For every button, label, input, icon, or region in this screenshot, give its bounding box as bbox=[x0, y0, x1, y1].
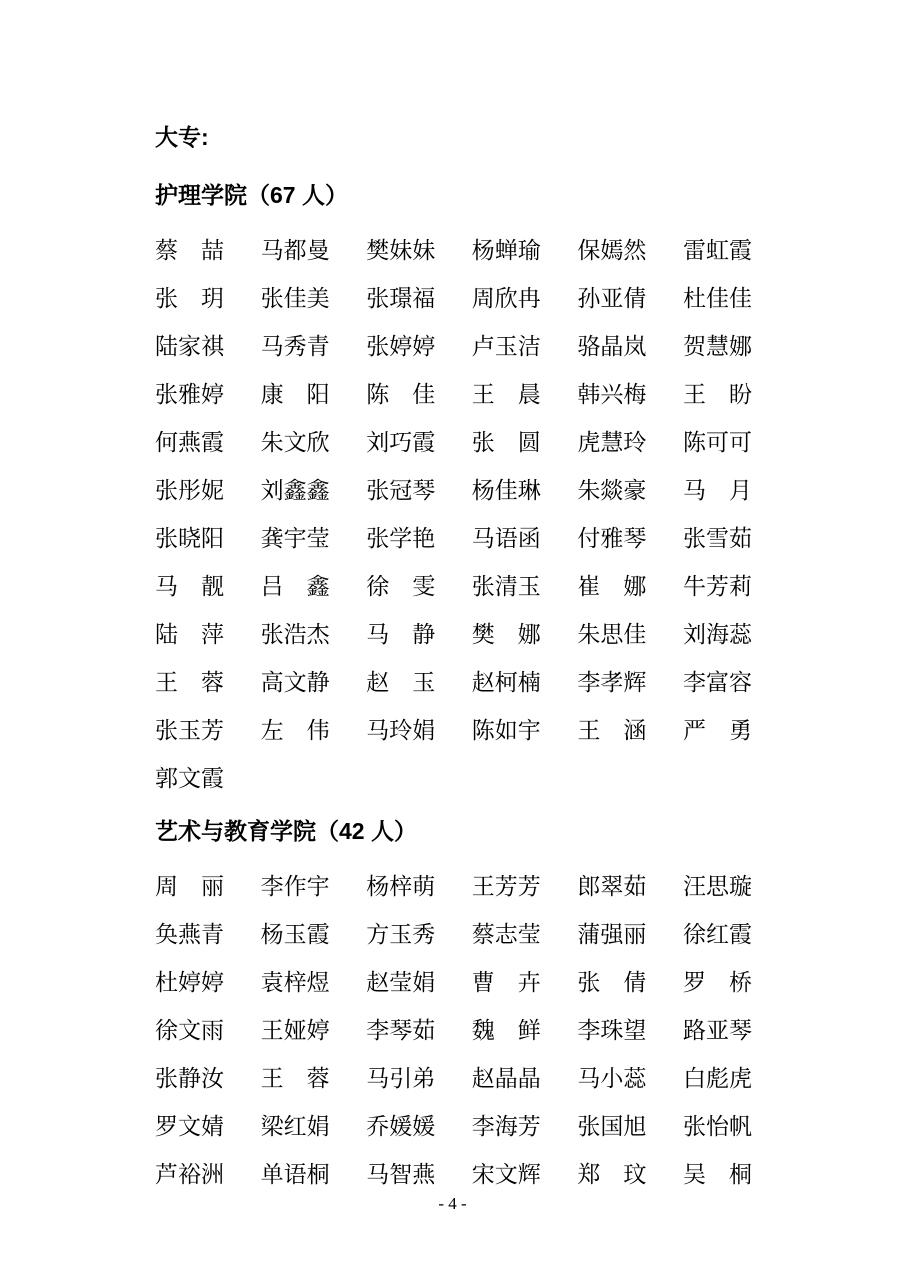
student-name: 马 静 bbox=[366, 621, 436, 647]
student-name: 刘鑫鑫 bbox=[260, 477, 330, 503]
student-name: 白彪虎 bbox=[682, 1065, 752, 1091]
student-name: 王芳芳 bbox=[471, 873, 541, 899]
student-name: 乔媛媛 bbox=[366, 1113, 436, 1139]
student-name: 李作宇 bbox=[260, 873, 330, 899]
student-name: 吕 鑫 bbox=[260, 573, 330, 599]
student-name: 张雅婷 bbox=[155, 381, 224, 407]
student-name: 刘海蕊 bbox=[682, 621, 752, 647]
student-name: 马都曼 bbox=[260, 237, 330, 263]
student-name: 路亚琴 bbox=[682, 1017, 752, 1043]
student-name: 付雅琴 bbox=[577, 525, 647, 551]
student-name: 郑 玟 bbox=[577, 1161, 647, 1187]
student-name: 王 晨 bbox=[471, 381, 541, 407]
student-name: 张雪茹 bbox=[682, 525, 752, 551]
student-name: 樊妹妹 bbox=[366, 237, 436, 263]
student-name: 陈可可 bbox=[682, 429, 752, 455]
student-name: 李富容 bbox=[682, 669, 752, 695]
name-row bbox=[155, 908, 752, 956]
student-name: 杜婷婷 bbox=[155, 969, 224, 995]
student-name: 马语函 bbox=[471, 525, 541, 551]
name-row bbox=[155, 272, 752, 320]
student-name: 蒲强丽 bbox=[577, 921, 647, 947]
student-name: 朱文欣 bbox=[260, 429, 330, 455]
student-name: 王 涵 bbox=[577, 717, 647, 743]
college-section bbox=[155, 816, 752, 1196]
student-name: 马智燕 bbox=[366, 1161, 436, 1187]
student-name: 张国旭 bbox=[577, 1113, 647, 1139]
student-name: 张 倩 bbox=[577, 969, 647, 995]
student-name: 雷虹霞 bbox=[682, 237, 752, 263]
student-name: 张玉芳 bbox=[155, 717, 224, 743]
student-name: 郭文霞 bbox=[155, 765, 224, 791]
student-name: 马小蕊 bbox=[577, 1065, 647, 1091]
student-name: 高文静 bbox=[260, 669, 330, 695]
student-name: 孙亚倩 bbox=[577, 285, 647, 311]
name-row bbox=[155, 1100, 752, 1148]
student-name: 马秀青 bbox=[260, 333, 330, 359]
student-name: 汪思璇 bbox=[682, 873, 752, 899]
student-name: 单语桐 bbox=[260, 1161, 330, 1187]
student-name: 王 蓉 bbox=[155, 669, 224, 695]
student-name: 吴 桐 bbox=[682, 1161, 752, 1187]
name-row bbox=[155, 860, 752, 908]
name-row bbox=[155, 1052, 752, 1100]
student-name: 陆家祺 bbox=[155, 333, 224, 359]
name-row bbox=[155, 368, 752, 416]
name-row bbox=[155, 560, 752, 608]
student-name: 张清玉 bbox=[471, 573, 541, 599]
student-name: 赵晶晶 bbox=[471, 1065, 541, 1091]
student-name: 朱燚豪 bbox=[577, 477, 647, 503]
name-row bbox=[155, 956, 752, 1004]
name-row bbox=[155, 224, 752, 272]
student-name: 李琴茹 bbox=[366, 1017, 436, 1043]
name-row bbox=[155, 512, 752, 560]
name-row bbox=[155, 704, 752, 752]
student-name: 蔡 喆 bbox=[155, 237, 224, 263]
student-name: 宋文辉 bbox=[471, 1161, 541, 1187]
sections bbox=[155, 180, 752, 1196]
student-name: 朱思佳 bbox=[577, 621, 647, 647]
student-name: 张静汝 bbox=[155, 1065, 224, 1091]
student-name: 贺慧娜 bbox=[682, 333, 752, 359]
student-name: 李珠望 bbox=[577, 1017, 647, 1043]
document-content bbox=[155, 122, 752, 1196]
student-name: 王娅婷 bbox=[260, 1017, 330, 1043]
name-row bbox=[155, 416, 752, 464]
student-name: 杜佳佳 bbox=[682, 285, 752, 311]
student-name: 崔 娜 bbox=[577, 573, 647, 599]
student-name: 赵柯楠 bbox=[471, 669, 541, 695]
student-name: 罗文婧 bbox=[155, 1113, 224, 1139]
student-name: 马引弟 bbox=[366, 1065, 436, 1091]
student-name: 刘巧霞 bbox=[366, 429, 436, 455]
student-name: 袁梓煜 bbox=[260, 969, 330, 995]
student-name: 张怡帆 bbox=[682, 1113, 752, 1139]
student-name: 张璟福 bbox=[366, 285, 436, 311]
student-name: 赵 玉 bbox=[366, 669, 436, 695]
student-name: 张浩杰 bbox=[260, 621, 330, 647]
student-name: 王 盼 bbox=[682, 381, 752, 407]
student-name: 郎翠茹 bbox=[577, 873, 647, 899]
degree-level-heading: 大专: bbox=[155, 124, 209, 150]
college-section bbox=[155, 180, 752, 800]
student-name: 骆晶岚 bbox=[577, 333, 647, 359]
student-name: 李孝辉 bbox=[577, 669, 647, 695]
name-row bbox=[155, 464, 752, 512]
student-name: 张晓阳 bbox=[155, 525, 224, 551]
student-name: 蔡志莹 bbox=[471, 921, 541, 947]
student-name: 马玲娟 bbox=[366, 717, 436, 743]
student-name: 徐红霞 bbox=[682, 921, 752, 947]
student-name: 何燕霞 bbox=[155, 429, 224, 455]
student-name: 保嫣然 bbox=[577, 237, 647, 263]
student-name: 周欣冉 bbox=[471, 285, 541, 311]
student-name: 李海芳 bbox=[471, 1113, 541, 1139]
student-name: 梁红娟 bbox=[260, 1113, 330, 1139]
student-name: 芦裕洲 bbox=[155, 1161, 224, 1187]
section-title: 艺术与教育学院（42 人） bbox=[155, 818, 417, 844]
student-name: 虎慧玲 bbox=[577, 429, 647, 455]
student-name: 马 靓 bbox=[155, 573, 224, 599]
student-name: 陆 萍 bbox=[155, 621, 224, 647]
student-name: 杨梓萌 bbox=[366, 873, 436, 899]
student-name: 奂燕青 bbox=[155, 921, 224, 947]
page-number: - 4 - bbox=[438, 1194, 467, 1213]
name-row bbox=[155, 656, 752, 704]
student-name: 左 伟 bbox=[260, 717, 330, 743]
student-name: 牛芳莉 bbox=[682, 573, 752, 599]
student-name: 樊 娜 bbox=[471, 621, 541, 647]
student-name: 卢玉洁 bbox=[471, 333, 541, 359]
student-name: 张彤妮 bbox=[155, 477, 224, 503]
section-title: 护理学院（67 人） bbox=[155, 182, 348, 208]
student-name: 陈如宇 bbox=[471, 717, 541, 743]
student-name: 张冠琴 bbox=[366, 477, 436, 503]
student-name: 徐 雯 bbox=[366, 573, 436, 599]
student-name: 张婷婷 bbox=[366, 333, 436, 359]
student-name: 陈 佳 bbox=[366, 381, 436, 407]
student-name: 罗 桥 bbox=[682, 969, 752, 995]
student-name: 徐文雨 bbox=[155, 1017, 224, 1043]
student-name: 张 圆 bbox=[471, 429, 541, 455]
student-name: 方玉秀 bbox=[366, 921, 436, 947]
student-name: 康 阳 bbox=[260, 381, 330, 407]
name-row bbox=[155, 1148, 752, 1196]
student-name: 韩兴梅 bbox=[577, 381, 647, 407]
student-name: 严 勇 bbox=[682, 717, 752, 743]
student-name: 魏 鲜 bbox=[471, 1017, 541, 1043]
name-row bbox=[155, 608, 752, 656]
student-name: 杨佳琳 bbox=[471, 477, 541, 503]
student-name: 曹 卉 bbox=[471, 969, 541, 995]
name-row bbox=[155, 1004, 752, 1052]
student-name: 王 蓉 bbox=[260, 1065, 330, 1091]
student-name: 张学艳 bbox=[366, 525, 436, 551]
name-row bbox=[155, 752, 752, 800]
student-name: 杨玉霞 bbox=[260, 921, 330, 947]
student-name: 赵莹娟 bbox=[366, 969, 436, 995]
name-row bbox=[155, 320, 752, 368]
student-name: 周 丽 bbox=[155, 873, 224, 899]
student-name: 龚宇莹 bbox=[260, 525, 330, 551]
student-name: 张 玥 bbox=[155, 285, 224, 311]
student-name: 杨蝉瑜 bbox=[471, 237, 541, 263]
student-name: 张佳美 bbox=[260, 285, 330, 311]
student-name: 马 月 bbox=[682, 477, 752, 503]
